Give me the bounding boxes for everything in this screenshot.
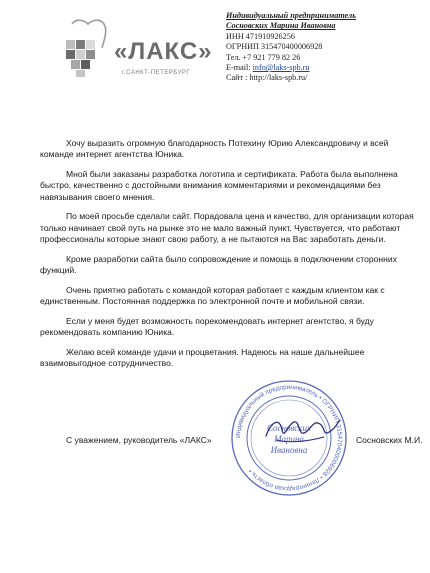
logo-city: г.САНКТ-ПЕТЕРБУРГ [122, 70, 191, 76]
logo-name: «ЛАКС» [114, 38, 213, 65]
closing-line: С уважением, руководитель «ЛАКС» [66, 435, 212, 445]
paragraph: Мной были заказаны разработка логотипа и сертификата. Работа была выполнена быстро, качественно с достойными внимания комментариями и рекомендациями без навязывания своего мнения. [40, 168, 398, 202]
paragraph: Хочу выразить огромную благодарность Потехину Юрию Александровичу и всей команде интернет агентства Юника. [40, 138, 389, 160]
handwritten-signature-icon [262, 410, 342, 448]
email-label: E-mail: [226, 63, 253, 73]
ip-title: Индивидуальный предприниматель [226, 11, 356, 20]
logo-emblem-icon [58, 18, 118, 80]
email-line [226, 63, 426, 73]
letter-body [40, 138, 415, 377]
paragraph: Если у меня будет возможность порекомендовать интернет агентство, я буду рекомендовать компанию Юника. [40, 315, 374, 337]
signer-name: Сосновских М.И. [356, 435, 423, 445]
email-link[interactable]: info@laks-spb.ru [252, 63, 310, 73]
stamp-center-line2: Марина [274, 434, 304, 444]
stamp-center-line3: Ивановна [270, 445, 308, 455]
site: Сайт : http://laks-spb.ru/ [226, 73, 308, 83]
company-requisites [226, 11, 426, 84]
company-logo [58, 18, 213, 80]
paragraph: По моей просьбе сделали сайт. Порадовала цена и качество, для организации которая только начинает свой путь на рынке это не мало важный пункт. Чувствуется, что работают профессионалы которые знают свою работу, а не пытаются на Вас заработать деньги. [40, 211, 414, 244]
stamp-center-line1: Сосновских [266, 423, 312, 433]
phone: Тел. +7 921 779 82 26 [226, 52, 301, 62]
inn: ИНН 471910926256 [226, 31, 295, 41]
paragraph: Желаю всей команде удачи и процветания. Надеюсь на наше дальнейшее взаимовыгодное сотрудничество. [40, 346, 365, 368]
stamp-ring-text: Индивидуальный предприниматель • ОГРНИП 315470400006928 • Ленинградская область • [234, 383, 344, 493]
owner-name: Сосновских Марина Ивановна [226, 21, 336, 31]
paragraph: Кроме разработки сайта было сопровождение и помощь в подключении сторонних функций. [40, 253, 397, 275]
ogrnip: ОГРНИП 315470400006928 [226, 42, 323, 52]
paragraph: Очень приятно работать с командой которая работает с каждым клиентом как с единственным. Постоянная поддержка по электронной почте и мобильной связи. [40, 284, 385, 306]
